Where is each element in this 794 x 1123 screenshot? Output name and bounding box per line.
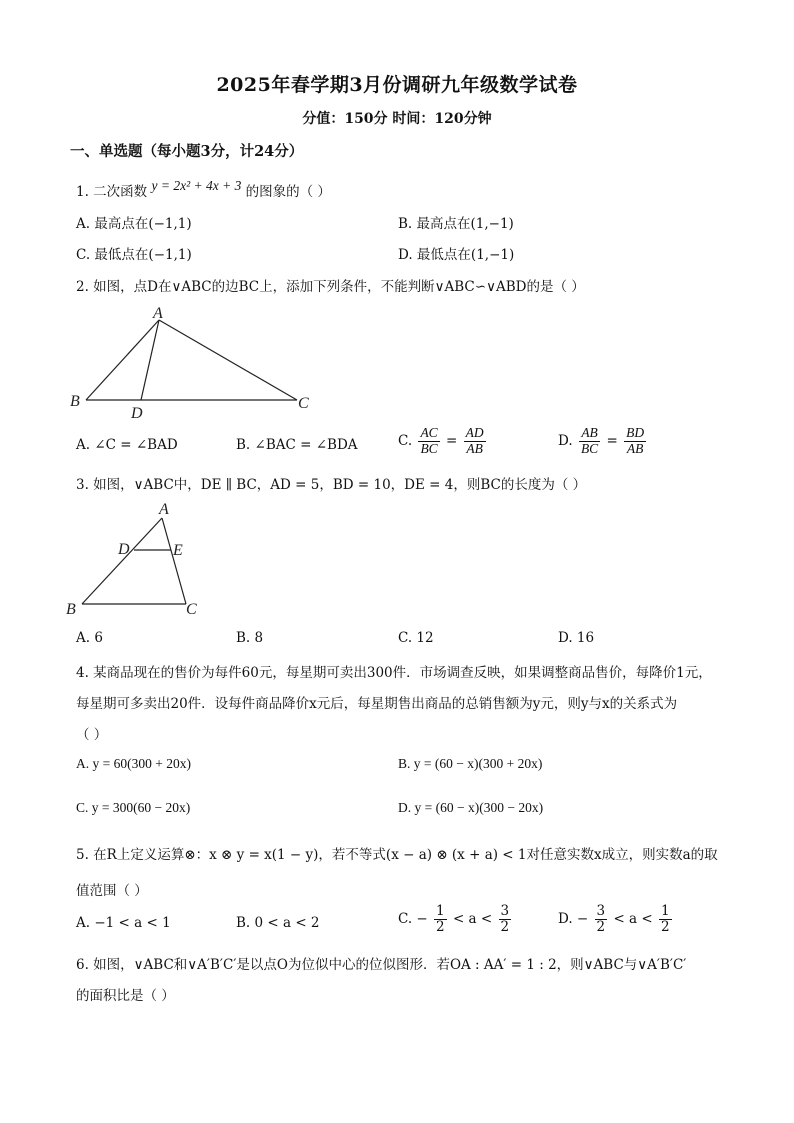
q2-option-a[interactable]: A. ∠C = ∠BAD	[76, 437, 178, 453]
q2-option-c[interactable]	[398, 426, 488, 457]
q2-label-a: A	[153, 305, 163, 322]
question-1	[76, 180, 331, 200]
exam-title: 2025年春学期3月份调研九年级数学试卷	[216, 74, 578, 96]
q3-option-d[interactable]: D. 16	[558, 630, 595, 646]
q3-label-d: D	[118, 541, 130, 558]
section-heading: 一、单选题（每小题3分，计24分）	[70, 143, 304, 160]
q2-option-b[interactable]: B. ∠BAC = ∠BDA	[236, 437, 358, 453]
q2-label-c: C	[298, 395, 309, 412]
q1-option-a[interactable]: A. 最高点在(−1,1)	[76, 216, 192, 232]
question-6-line-2: 的面积比是（ ）	[76, 988, 175, 1004]
q5-option-b[interactable]: B. 0 < a < 2	[236, 915, 320, 931]
q5-option-d[interactable]	[558, 904, 674, 935]
q3-label-a: A	[159, 501, 169, 518]
q3-option-a[interactable]: A. 6	[76, 630, 103, 646]
inequality-middle: < a <	[613, 910, 653, 927]
q3-line-ac	[162, 518, 186, 604]
frac-numerator: 3	[500, 903, 510, 919]
q4-option-b[interactable]: B. y = (60 − x)(300 + 20x)	[398, 756, 543, 771]
q1-formula: y = 2x² + 4x + 3	[151, 178, 242, 193]
q2-option-c-prefix: C.	[398, 432, 413, 449]
q4-option-c[interactable]: C. y = 300(60 − 20x)	[76, 800, 191, 815]
q3-option-c[interactable]: C. 12	[398, 630, 434, 646]
frac-denominator: AB	[626, 440, 644, 456]
q5-option-d-prefix: D. −	[558, 910, 589, 927]
frac-numerator: AB	[581, 425, 598, 440]
frac-denominator: 2	[661, 918, 670, 935]
frac-denominator: AB	[466, 440, 483, 456]
equals-sign: =	[446, 432, 458, 449]
frac-numerator: AD	[465, 425, 484, 440]
frac-numerator: AC	[420, 425, 438, 440]
q4-option-a[interactable]: A. y = 60(300 + 20x)	[76, 756, 191, 771]
exam-meta: 分值：150分 时间：120分钟	[302, 111, 492, 127]
q2-option-d[interactable]	[558, 426, 648, 457]
equals-sign: =	[606, 432, 618, 449]
q5-option-c[interactable]	[398, 904, 513, 935]
question-5-line-2: 值范围（ ）	[76, 883, 148, 899]
question-4-line-1: 4. 某商品现在的售价为每件60元，每星期可卖出300件．市场调查反映，如果调整商品售价，每降价1元，	[76, 665, 712, 681]
q3-triangle-figure	[64, 498, 214, 620]
q2-triangle-figure	[60, 300, 330, 422]
frac-denominator: 2	[596, 918, 606, 935]
q1-text-post: 的图象的（ ）	[245, 184, 331, 200]
frac-denominator: BC	[580, 440, 599, 456]
q3-label-c: C	[186, 601, 197, 618]
q2-option-d-prefix: D.	[558, 432, 573, 449]
q4-option-d[interactable]: D. y = (60 − x)(300 − 20x)	[398, 800, 544, 815]
q5-option-c-prefix: C. −	[398, 910, 428, 927]
q1-option-b[interactable]: B. 最高点在(1,−1)	[398, 216, 514, 232]
frac-numerator: 1	[661, 903, 670, 919]
q3-label-e: E	[173, 542, 183, 559]
frac-denominator: 2	[436, 918, 445, 935]
frac-numerator: 1	[436, 903, 445, 919]
question-4-line-2: 每星期可多卖出20件．设每件商品降价x元后，每星期售出商品的总销售额为y元，则y与x的关系式为	[76, 696, 678, 712]
q2-label-b: B	[70, 393, 80, 410]
q3-line-ab	[82, 518, 162, 604]
q1-option-d[interactable]: D. 最低点在(1,−1)	[398, 247, 515, 263]
question-5-line-1: 5. 在R上定义运算⊗：x ⊗ y = x(1 − y)，若不等式(x − a) ⊗ (x + a) < 1对任意实数x成立，则实数a的取	[76, 847, 718, 863]
frac-denominator: 2	[500, 918, 510, 935]
q2-label-d: D	[131, 405, 143, 422]
frac-numerator: BD	[626, 425, 645, 440]
question-2: 2. 如图，点D在∨ABC的边BC上，添加下列条件，不能判断∨ABC∽∨ABD的是（ ）	[76, 279, 585, 295]
question-6-line-1: 6. 如图，∨ABC和∨A′B′C′是以点O为位似中心的位似图形．若OA : AA′ = 1 : 2，则∨ABC与∨A′B′C′	[76, 957, 687, 973]
frac-numerator: 3	[596, 903, 606, 919]
question-4-line-3: （ ）	[76, 727, 108, 743]
inequality-middle: < a <	[452, 910, 493, 927]
q2-line-ab	[86, 320, 159, 400]
q3-option-b[interactable]: B. 8	[236, 630, 264, 646]
question-3: 3. 如图，∨ABC中，DE ∥ BC，AD = 5，BD = 10，DE = 4，则BC的长度为（ ）	[76, 477, 587, 493]
q1-option-c[interactable]: C. 最低点在(−1,1)	[76, 247, 192, 263]
q1-text-pre: 1. 二次函数	[76, 184, 148, 200]
q2-line-ad	[141, 320, 159, 400]
q3-label-b: B	[66, 601, 76, 618]
q2-line-ac	[159, 320, 297, 400]
q5-option-a[interactable]: A. −1 < a < 1	[76, 915, 171, 931]
frac-denominator: BC	[420, 440, 438, 456]
